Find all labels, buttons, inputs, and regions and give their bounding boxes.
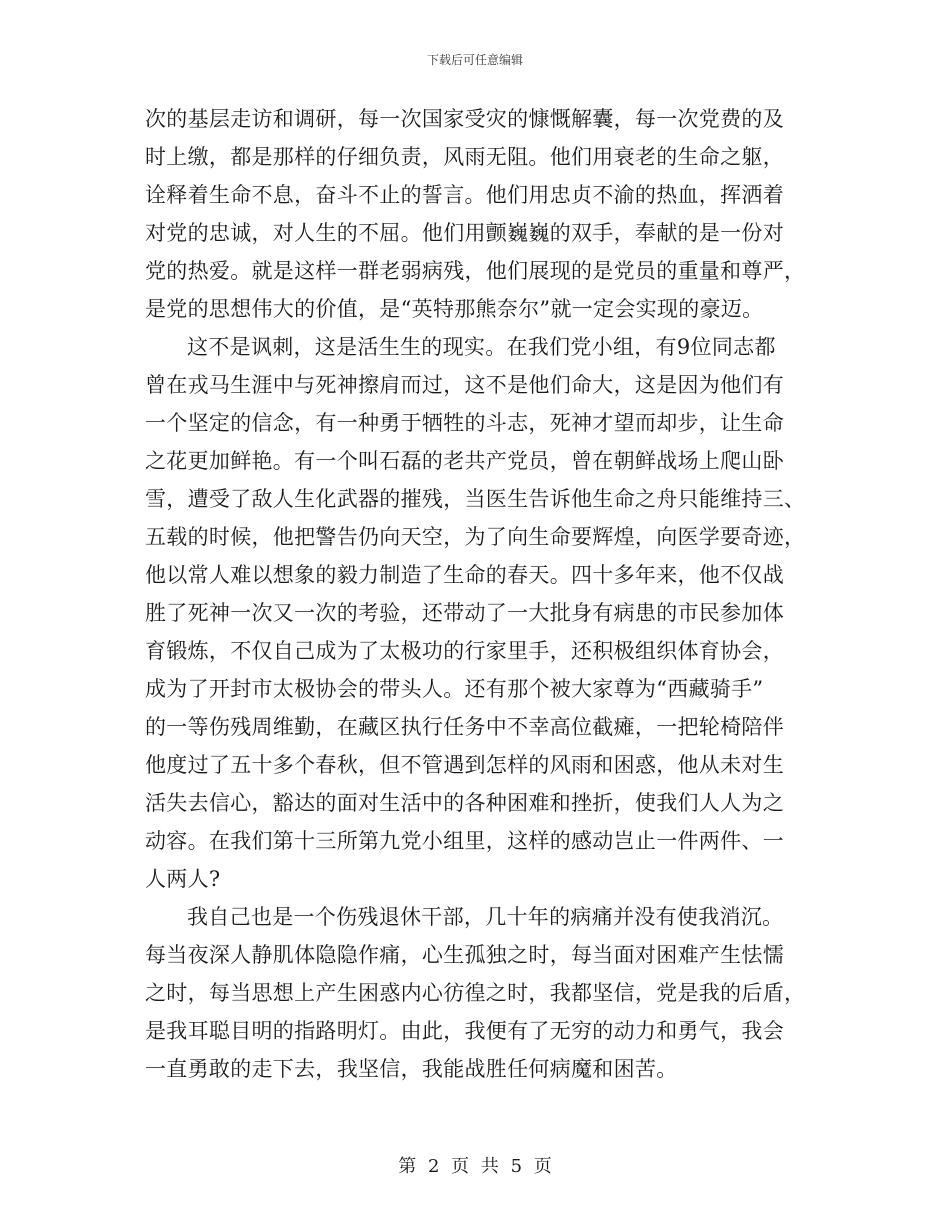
paragraph-start-line: 我自己也是一个伤残退休干部，几十年的病痛并没有使我消沉。 — [187, 905, 784, 929]
text-line: 他度过了五十多个春秋，但不管遇到怎样的风雨和困惑，他从未对生 — [145, 753, 784, 777]
text-line: 每当夜深人静肌体隐隐作痛，心生孤独之时，每当面对困难产生怯懦 — [145, 943, 784, 967]
page-header: 下载后可任意编辑 — [426, 53, 523, 67]
text-line: 对党的忠诚，对人生的不屈。他们用颤巍巍的双手，奉献的是一份对 — [145, 221, 784, 245]
text-line: 之时，每当思想上产生困惑内心彷徨之时，我都坚信，党是我的后盾， — [145, 981, 806, 1005]
text-line: 胜了死神一次又一次的考验，还带动了一大批身有病患的市民参加体 — [145, 601, 784, 625]
text-line: 是党的思想伟大的价值，是“英特那熊奈尔”就一定会实现的豪迈。 — [145, 297, 764, 321]
text-line: 活失去信心，豁达的面对生活中的各种困难和挫折，使我们人人为之 — [145, 791, 784, 815]
text-line: 成为了开封市太极协会的带头人。还有那个被大家尊为“西藏骑手” — [145, 677, 764, 701]
text-line: 动容。在我们第十三所第九党小组里，这样的感动岂止一件两件、一 — [145, 829, 784, 853]
text-line: 一直勇敢的走下去，我坚信，我能战胜任何病魔和困苦。 — [145, 1057, 678, 1081]
text-line: 五载的时候，他把警告仍向天空，为了向生命要辉煌，向医学要奇迹， — [145, 525, 806, 549]
text-line: 雪，遭受了敌人生化武器的摧残，当医生告诉他生命之舟只能维持三、 — [145, 487, 806, 511]
text-line: 育锻炼，不仅自己成为了太极功的行家里手，还积极组织体育协会， — [145, 639, 784, 663]
text-line: 之花更加鲜艳。有一个叫石磊的老共产党员，曾在朝鲜战场上爬山卧 — [145, 449, 784, 473]
text-line: 一个坚定的信念，有一种勇于牺牲的斗志，死神才望而却步，让生命 — [145, 411, 784, 435]
text-line: 的一等伤残周维勤，在藏区执行任务中不幸高位截瘫，一把轮椅陪伴 — [145, 715, 784, 739]
text-line: 曾在戎马生涯中与死神擦肩而过，这不是他们命大，这是因为他们有 — [145, 373, 784, 397]
text-line: 党的热爱。就是这样一群老弱病残，他们展现的是党员的重量和尊严， — [145, 259, 806, 283]
paragraph-start-line: 这不是讽刺，这是活生生的现实。在我们党小组，有9位同志都 — [187, 335, 776, 359]
text-line: 人两人? — [145, 867, 221, 891]
text-line: 诠释着生命不息，奋斗不止的誓言。他们用忠贞不渝的热血，挥洒着 — [145, 183, 784, 207]
text-line: 次的基层走访和调研，每一次国家受灾的慷慨解囊，每一次党费的及 — [145, 107, 784, 131]
text-line: 时上缴，都是那样的仔细负责，风雨无阻。他们用衰老的生命之躯， — [145, 145, 784, 169]
page-footer: 第 2 页 共 5 页 — [398, 1156, 552, 1177]
text-line: 他以常人难以想象的毅力制造了生命的春天。四十多年来，他不仅战 — [145, 563, 784, 587]
text-line: 是我耳聪目明的指路明灯。由此，我便有了无穷的动力和勇气，我会 — [145, 1019, 784, 1043]
document-body — [145, 100, 806, 1088]
